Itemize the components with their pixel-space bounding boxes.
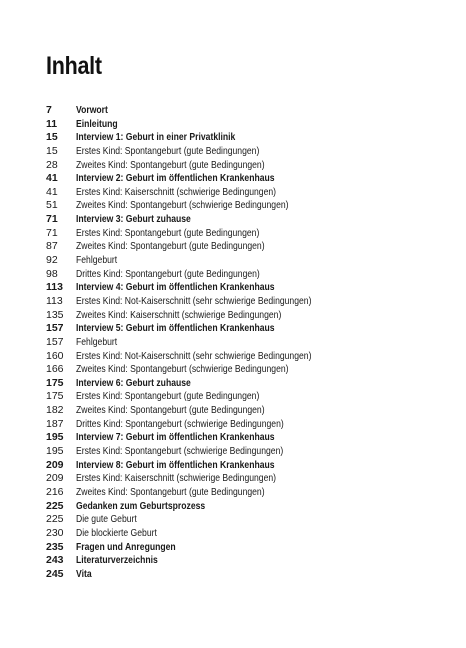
toc-entry-title: Zweites Kind: Spontangeburt (schwierige Bedingungen): [76, 363, 289, 376]
toc-entry-title: Interview 1: Geburt in einer Privatklinik: [76, 131, 236, 144]
toc-entry-title: Interview 5: Geburt im öffentlichen Krankenhaus: [76, 322, 275, 335]
toc-page-number: 113: [46, 294, 63, 307]
toc-page-number: 71: [46, 213, 58, 226]
toc-page-number: 135: [46, 308, 64, 321]
toc-entry-title: Einleitung: [76, 117, 118, 130]
toc-entry-title: Zweites Kind: Spontangeburt (gute Bedingungen): [76, 240, 265, 253]
toc-page-number: 11: [46, 117, 58, 130]
toc-page-number: 51: [46, 199, 58, 212]
toc-page-number: 92: [46, 254, 58, 267]
toc-entry-title: Die gute Geburt: [76, 513, 137, 526]
toc-page-number: 71: [46, 226, 58, 239]
toc-entry-title: Drittes Kind: Spontangeburt (gute Bedingungen): [76, 267, 260, 280]
toc-entry-title: Fehlgeburt: [76, 335, 118, 348]
toc-entry-title: Zweites Kind: Spontangeburt (gute Bedingungen): [76, 158, 265, 171]
toc-page-number: 209: [46, 472, 64, 485]
page-title: Inhalt: [46, 52, 102, 80]
toc-entry-title: Zweites Kind: Kaiserschnitt (schwierige Bedingungen): [76, 308, 282, 321]
toc-entry-title: Zweites Kind: Spontangeburt (gute Bedingungen): [76, 485, 265, 498]
toc-page-number: 230: [46, 526, 64, 539]
toc-page-number: 209: [46, 458, 64, 471]
toc-page-number: 235: [46, 540, 64, 553]
toc-page-number: 225: [46, 513, 64, 526]
toc-entry-title: Erstes Kind: Kaiserschnitt (schwierige Bedingungen): [76, 472, 277, 485]
toc-page-number: 157: [46, 322, 64, 335]
toc-page-number: 195: [46, 445, 64, 458]
toc-entry-title: Interview 2: Geburt im öffentlichen Krankenhaus: [76, 172, 275, 185]
toc-page-number: 41: [46, 172, 58, 185]
toc-entry-title: Interview 7: Geburt im öffentlichen Krankenhaus: [76, 431, 275, 444]
toc-entry-title: Vorwort: [76, 104, 108, 116]
toc-entry-title: Zweites Kind: Spontangeburt (gute Bedingungen): [76, 404, 265, 417]
toc-page-number: 216: [46, 485, 64, 498]
toc-entry-title: Interview 6: Geburt zuhause: [76, 376, 191, 389]
toc-page-number: 15: [46, 144, 58, 157]
toc-page-number: 41: [46, 185, 58, 198]
toc-page-number: 87: [46, 240, 58, 253]
toc-page-number: 157: [46, 335, 64, 348]
toc-page-number: 225: [46, 499, 64, 512]
toc-entry-title: Erstes Kind: Not-Kaiserschnitt (sehr schwierige Bedingungen): [76, 294, 312, 307]
toc-entry-title: Erstes Kind: Spontangeburt (gute Bedingungen): [76, 226, 260, 239]
toc-entry-title: Erstes Kind: Spontangeburt (gute Bedingungen): [76, 144, 260, 157]
toc-page-number: 98: [46, 267, 58, 280]
toc-entry-title: Die blockierte Geburt: [76, 526, 157, 539]
toc-page-number: 182: [46, 404, 64, 417]
toc-page-number: 15: [46, 131, 58, 144]
toc-page-number: 195: [46, 431, 64, 444]
toc-page-number: 113: [46, 281, 63, 294]
toc-page-number: 245: [46, 567, 64, 580]
toc-entry-title: Literaturverzeichnis: [76, 554, 158, 567]
toc-entry-title: Erstes Kind: Kaiserschnitt (schwierige Bedingungen): [76, 185, 277, 198]
toc-entry-title: Vita: [76, 567, 92, 580]
toc-page-number: 243: [46, 554, 64, 567]
toc-page-number: 7: [46, 104, 52, 116]
toc-page-number: 28: [46, 158, 58, 171]
toc-entry-title: Zweites Kind: Spontangeburt (schwierige Bedingungen): [76, 199, 289, 212]
toc-entry-title: Fehlgeburt: [76, 254, 118, 267]
toc-entry-title: Fragen und Anregungen: [76, 540, 176, 553]
toc-entry-title: Drittes Kind: Spontangeburt (schwierige Bedingungen): [76, 417, 284, 430]
toc-entry-title: Gedanken zum Geburtsprozess: [76, 499, 206, 512]
toc-entry-title: Erstes Kind: Spontangeburt (schwierige Bedingungen): [76, 445, 284, 458]
toc-entry-title: Interview 4: Geburt im öffentlichen Krankenhaus: [76, 281, 275, 294]
toc-page-number: 160: [46, 349, 64, 362]
toc-page-number: 166: [46, 363, 64, 376]
toc-page-number: 187: [46, 417, 64, 430]
toc-page-number: 175: [46, 376, 64, 389]
toc-page-number: 175: [46, 390, 64, 403]
toc-entry-title: Interview 8: Geburt im öffentlichen Krankenhaus: [76, 458, 275, 471]
toc-entry-title: Interview 3: Geburt zuhause: [76, 213, 191, 226]
toc-entry-title: Erstes Kind: Spontangeburt (gute Bedingungen): [76, 390, 260, 403]
toc-entry-title: Erstes Kind: Not-Kaiserschnitt (sehr schwierige Bedingungen): [76, 349, 312, 362]
